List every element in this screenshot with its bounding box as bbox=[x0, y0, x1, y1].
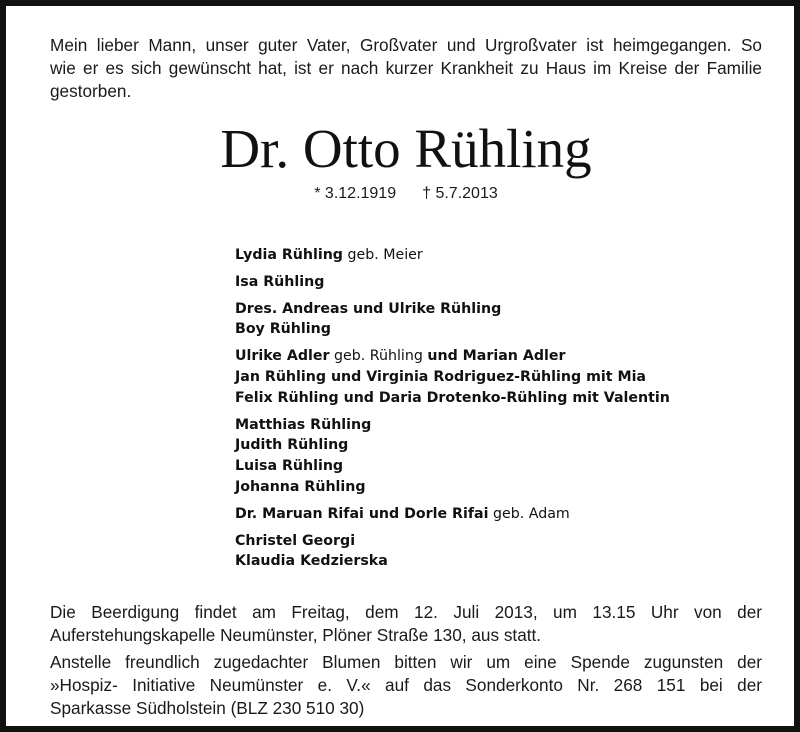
mourner-name: und Marian Adler bbox=[427, 348, 566, 365]
maiden-name-note: geb. Meier bbox=[347, 247, 423, 263]
donation-line: Sparkasse Südholstein (BLZ 230 510 30) bbox=[50, 698, 365, 718]
mourner-group bbox=[235, 531, 755, 573]
funeral-paragraph bbox=[50, 601, 762, 647]
intro-paragraph bbox=[50, 34, 762, 103]
mourner-name: Dr. Maruan Rifai und Dorle Rifai bbox=[235, 505, 489, 522]
mourner-name: Christel Georgi bbox=[235, 532, 356, 549]
death-date: † 5.7.2013 bbox=[422, 185, 498, 202]
mourner-group bbox=[235, 272, 755, 293]
intro-line: wie er es sich gewünscht hat, ist er nach kurzer Krankheit zu Haus im Kreise der Familie bbox=[50, 58, 762, 78]
donation-line: »Hospiz- Initiative Neumünster e. V.« auf das Sonderkonto Nr. 268 151 bei der bbox=[50, 675, 762, 695]
mourner-group bbox=[235, 299, 755, 341]
funeral-line: Auferstehungskapelle Neumünster, Plöner Straße 130, aus statt. bbox=[50, 625, 542, 645]
donation-line: Anstelle freundlich zugedachter Blumen bitten wir um eine Spende zugunsten der bbox=[50, 652, 762, 672]
intro-line: gestorben. bbox=[50, 81, 132, 101]
maiden-name-note: geb. Rühling bbox=[334, 348, 423, 365]
mourners-list bbox=[235, 245, 755, 578]
mourner-name: Johanna Rühling bbox=[235, 478, 366, 495]
mourner-name: Luisa Rühling bbox=[235, 458, 344, 475]
mourner-line bbox=[235, 245, 755, 266]
life-dates bbox=[6, 184, 800, 204]
mourner-name: Jan Rühling und Virginia Rodriguez-Rühling mit Mia bbox=[235, 368, 647, 385]
maiden-name-note: geb. Adam bbox=[492, 505, 570, 522]
mourner-group bbox=[235, 245, 755, 266]
birth-date: * 3.12.1919 bbox=[314, 185, 397, 202]
mourner-name: Lydia Rühling bbox=[235, 247, 343, 263]
mourner-name: Dres. Andreas und Ulrike Rühling bbox=[235, 300, 502, 317]
mourner-group bbox=[235, 415, 755, 498]
funeral-line: Die Beerdigung findet am Freitag, dem 12. Juli 2013, um 13.15 Uhr von der bbox=[50, 602, 762, 622]
mourner-group bbox=[235, 504, 755, 525]
mourner-name: Ulrike Adler bbox=[235, 348, 330, 365]
mourner-name: Felix Rühling und Daria Drotenko-Rühling mit Valentin bbox=[235, 389, 670, 406]
intro-line: Mein lieber Mann, unser guter Vater, Großvater und Urgroßvater ist heimgegangen. So bbox=[50, 35, 762, 55]
mourner-name: Matthias Rühling bbox=[235, 416, 372, 433]
mourner-name: Boy Rühling bbox=[235, 321, 331, 338]
mourner-line bbox=[235, 504, 755, 525]
donation-paragraph bbox=[50, 651, 762, 720]
deceased-name: Dr. Otto Rühling bbox=[220, 118, 592, 179]
mourner-name: Isa Rühling bbox=[235, 273, 325, 290]
mourner-name: Judith Rühling bbox=[235, 437, 349, 454]
mourner-name: Klaudia Kedzierska bbox=[235, 553, 388, 570]
mourner-group bbox=[235, 346, 755, 408]
mourner-line bbox=[235, 346, 755, 367]
